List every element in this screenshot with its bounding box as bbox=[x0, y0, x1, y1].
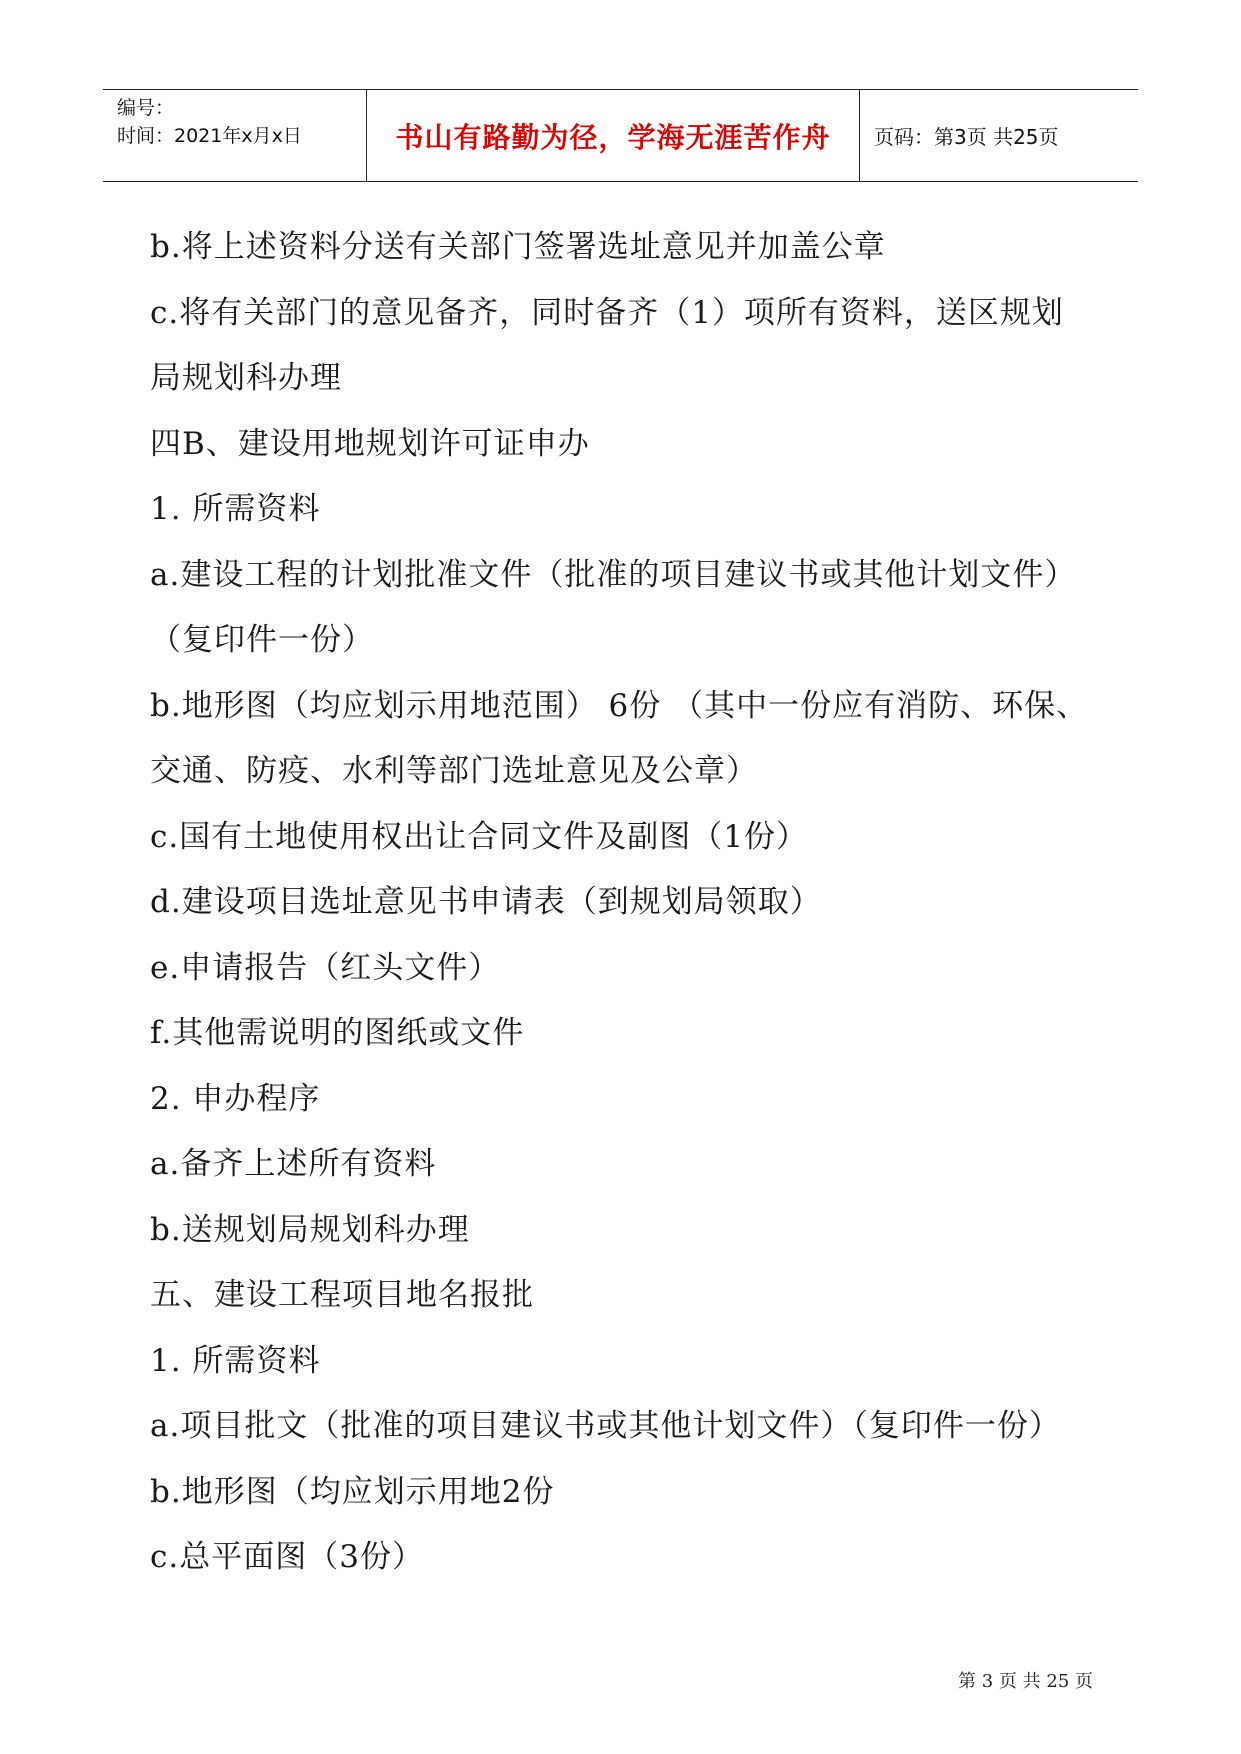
page-footer: 第 3 页 共 25 页 bbox=[958, 1671, 1093, 1692]
body-line: b.地形图（均应划示用地2份 bbox=[150, 1473, 555, 1510]
body-line: c.将有关部门的意见备齐，同时备齐（1）项所有资料，送区规划 bbox=[150, 294, 1064, 331]
body-line: a.建设工程的计划批准文件（批准的项目建议书或其他计划文件） bbox=[150, 556, 1077, 593]
body-line: a.项目批文（批准的项目建议书或其他计划文件）（复印件一份） bbox=[150, 1408, 1061, 1444]
body-line: c.国有土地使用权出让合同文件及副图（1份） bbox=[150, 818, 808, 855]
document-body bbox=[150, 215, 1140, 1591]
header-motto: 书山有路勤为径，学海无涯苦作舟 bbox=[367, 90, 860, 181]
body-line: e.申请报告（红头文件） bbox=[150, 949, 501, 986]
body-line: 交通、防疫、水利等部门选址意见及公章） bbox=[150, 753, 758, 789]
body-line: b.将上述资料分送有关部门签署选址意见并加盖公章 bbox=[150, 229, 886, 265]
body-line: （复印件一份） bbox=[150, 622, 374, 658]
body-line: a.备齐上述所有资料 bbox=[150, 1146, 437, 1182]
body-line: d.建设项目选址意见书申请表（到规划局领取） bbox=[150, 884, 822, 920]
document-header bbox=[103, 89, 1138, 182]
subsection-heading: 1. 所需资料 bbox=[150, 491, 321, 527]
header-meta bbox=[103, 90, 367, 181]
body-line: 局规划科办理 bbox=[150, 360, 342, 396]
subsection-heading: 2. 申办程序 bbox=[150, 1080, 321, 1117]
section-heading: 五、建设工程项目地名报批 bbox=[150, 1277, 534, 1313]
header-page-info: 页码：第3页 共25页 bbox=[874, 125, 1059, 149]
section-heading: 四B、建设用地规划许可证申办 bbox=[150, 425, 590, 462]
number-label: 编号： bbox=[117, 97, 175, 119]
body-line: c.总平面图（3份） bbox=[150, 1539, 424, 1575]
time-label: 时间：2021年x月x日 bbox=[117, 125, 302, 147]
subsection-heading: 1. 所需资料 bbox=[150, 1342, 321, 1379]
body-line: b.送规划局规划科办理 bbox=[150, 1211, 470, 1248]
body-line: b.地形图（均应划示用地范围） 6份 （其中一份应有消防、环保、 bbox=[150, 687, 1089, 724]
body-line: f.其他需说明的图纸或文件 bbox=[150, 1015, 525, 1051]
